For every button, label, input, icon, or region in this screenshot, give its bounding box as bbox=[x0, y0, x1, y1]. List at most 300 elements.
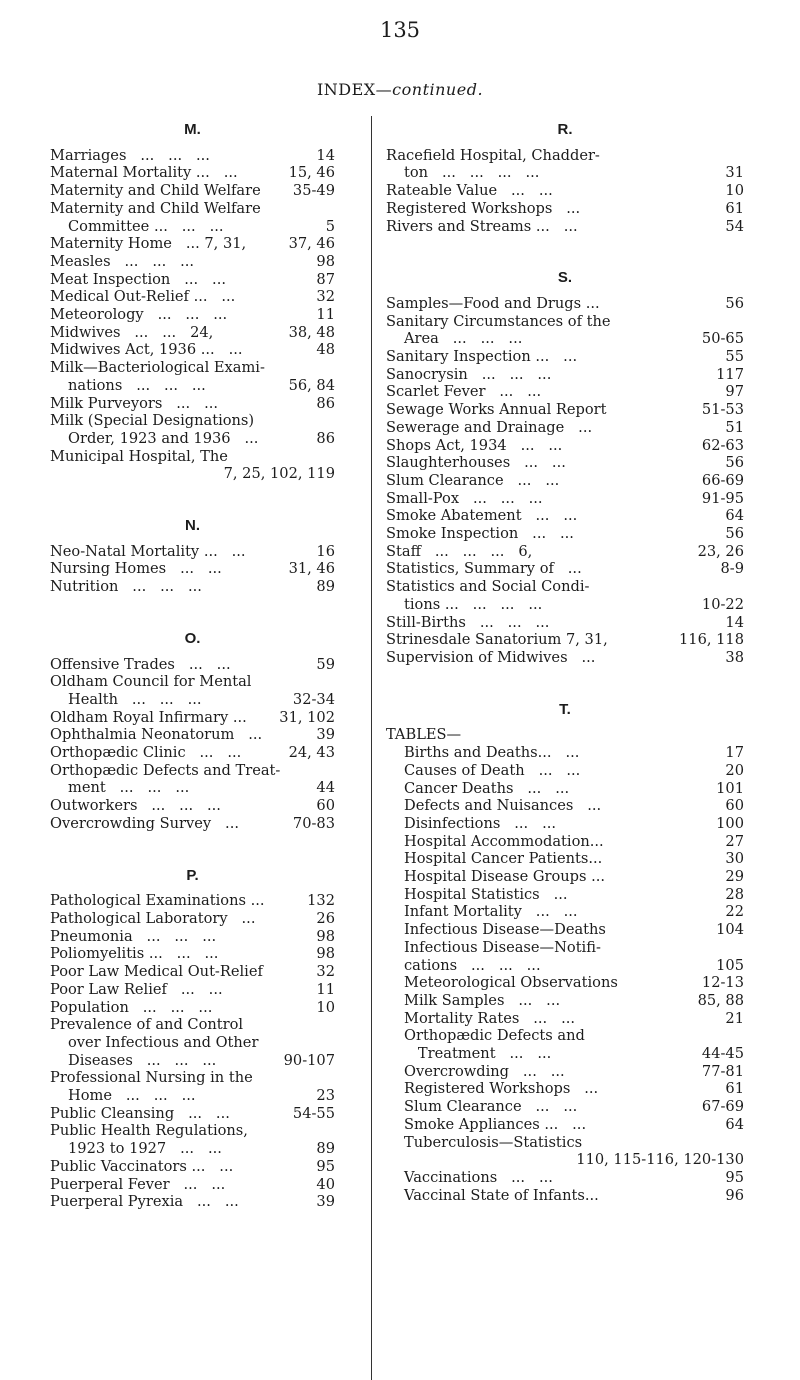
section-letter: S. bbox=[557, 269, 573, 287]
index-entry bbox=[386, 490, 744, 508]
index-entry bbox=[50, 164, 335, 182]
index-entry bbox=[50, 1140, 335, 1158]
entry-term: Order, 1923 and 1936 ... bbox=[68, 429, 259, 447]
section-letter: R. bbox=[557, 121, 573, 138]
entry-page-ref: 96 bbox=[725, 1186, 744, 1204]
entry-term: Poor Law Medical Out-Relief bbox=[50, 963, 263, 981]
entry-term: Supervision of Midwives ... bbox=[386, 648, 596, 666]
entry-term: Outworkers ... ... ... bbox=[50, 797, 221, 815]
entry-page-ref: 37, 46 bbox=[288, 235, 335, 253]
index-entry bbox=[50, 359, 335, 377]
entry-term: Smoke Abatement ... ... bbox=[386, 507, 578, 525]
index-entry bbox=[50, 1069, 335, 1087]
entry-term: Scarlet Fever ... ... bbox=[386, 383, 542, 401]
column-divider bbox=[371, 116, 372, 1380]
entry-page-ref: 77-81 bbox=[701, 1062, 744, 1080]
entry-page-ref: 64 bbox=[725, 507, 744, 525]
index-entry bbox=[386, 218, 744, 236]
entry-page-ref: 97 bbox=[725, 383, 744, 401]
entry-page-ref: 39 bbox=[316, 726, 335, 744]
entry-page-ref: 21 bbox=[725, 1009, 744, 1027]
entry-page-ref: 66-69 bbox=[701, 471, 744, 489]
entry-term: Orthopædic Defects and bbox=[404, 1027, 585, 1045]
entry-term: Milk (Special Designations) bbox=[50, 412, 255, 430]
entry-page-ref: 62-63 bbox=[701, 436, 744, 454]
entry-term: over Infectious and Other bbox=[68, 1033, 259, 1051]
entry-term: Registered Workshops ... bbox=[404, 1080, 599, 1098]
index-entry bbox=[386, 833, 744, 851]
section-letter: M. bbox=[184, 121, 201, 138]
entry-page-ref: 11 bbox=[316, 306, 335, 324]
entry-term: Sanitary Inspection ... ... bbox=[386, 348, 578, 366]
entry-term: Oldham Royal Infirmary ... bbox=[50, 708, 247, 726]
entry-term: Shops Act, 1934 ... ... bbox=[386, 436, 563, 454]
index-entry bbox=[50, 543, 335, 561]
entry-term: Public Health Regulations, bbox=[50, 1122, 248, 1140]
entry-page-ref: 30 bbox=[725, 850, 744, 868]
index-entry bbox=[386, 578, 744, 596]
index-entry bbox=[50, 1052, 335, 1070]
entry-term: Overcrowding Survey ... bbox=[50, 814, 239, 832]
entry-page-ref: 86 bbox=[316, 394, 335, 412]
entry-term: cations ... ... ... bbox=[404, 956, 541, 974]
entry-page-ref: 54-55 bbox=[292, 1104, 335, 1122]
index-entry bbox=[50, 963, 335, 981]
entry-page-ref: 7, 25, 102, 119 bbox=[223, 465, 335, 483]
entry-term: Sanocrysin ... ... ... bbox=[386, 365, 552, 383]
entry-term: Committee ... ... ... bbox=[68, 217, 224, 235]
index-entry bbox=[50, 999, 335, 1017]
index-entry bbox=[50, 815, 335, 833]
entry-term: Births and Deaths... ... bbox=[404, 744, 580, 762]
entry-page-ref: 61 bbox=[725, 199, 744, 217]
entry-term: Public Vaccinators ... ... bbox=[50, 1157, 234, 1175]
entry-term: Defects and Nuisances ... bbox=[404, 797, 602, 815]
entry-term: Samples—Food and Drugs ... bbox=[386, 294, 600, 312]
entry-page-ref: 101 bbox=[716, 779, 744, 797]
section-letter: P. bbox=[186, 866, 199, 884]
index-entry bbox=[386, 348, 744, 366]
index-entry bbox=[50, 892, 335, 910]
left-column bbox=[50, 117, 335, 1211]
entry-page-ref: 95 bbox=[316, 1157, 335, 1175]
index-entry bbox=[386, 957, 744, 975]
entry-term: Milk Purveyors ... ... bbox=[50, 394, 218, 412]
index-entry bbox=[50, 147, 335, 165]
index-heading bbox=[0, 80, 800, 99]
entry-page-ref: 10 bbox=[725, 182, 744, 200]
entry-term: Meat Inspection ... ... bbox=[50, 270, 226, 288]
index-entry bbox=[386, 614, 744, 632]
index-entry bbox=[386, 1010, 744, 1028]
index-entry bbox=[386, 631, 744, 649]
index-entry bbox=[50, 341, 335, 359]
entry-term: Disinfections ... ... bbox=[404, 814, 557, 832]
entry-term: Milk Samples ... ... bbox=[404, 991, 561, 1009]
entry-page-ref: 26 bbox=[316, 910, 335, 927]
entry-page-ref: 14 bbox=[316, 146, 335, 164]
entry-term: Meteorology ... ... ... bbox=[50, 306, 228, 324]
entry-term: Cancer Deaths ... ... bbox=[404, 779, 570, 797]
entry-page-ref: 54 bbox=[725, 217, 744, 235]
entry-term: Treatment ... ... bbox=[404, 1045, 552, 1063]
entry-page-ref: 23 bbox=[316, 1087, 335, 1105]
entry-page-ref: 89 bbox=[316, 578, 335, 596]
index-entry bbox=[386, 366, 744, 384]
entry-term: Pathological Examinations ... bbox=[50, 892, 265, 910]
entry-term: Diseases ... ... ... bbox=[68, 1051, 217, 1069]
entry-page-ref: 85, 88 bbox=[697, 991, 744, 1009]
index-entry bbox=[50, 1193, 335, 1211]
index-entry bbox=[50, 1105, 335, 1123]
entry-term: tions ... ... ... ... bbox=[404, 595, 543, 613]
entry-page-ref: 110, 115-116, 120-130 bbox=[576, 1151, 744, 1169]
index-entry bbox=[386, 921, 744, 939]
entry-term: Staff ... ... ... 6, bbox=[386, 542, 533, 560]
index-entry bbox=[50, 200, 335, 218]
entry-term: Sewerage and Drainage ... bbox=[386, 418, 593, 436]
entry-page-ref: 10 bbox=[316, 998, 335, 1016]
entry-page-ref: 116, 118 bbox=[679, 631, 744, 649]
entry-term: Maternity Home ... 7, 31, bbox=[50, 235, 247, 253]
index-entry bbox=[50, 377, 335, 395]
index-entry bbox=[50, 673, 335, 691]
entry-term: Professional Nursing in the bbox=[50, 1069, 253, 1087]
entry-term: Neo-Natal Mortality ... ... bbox=[50, 542, 246, 560]
entry-page-ref: 98 bbox=[316, 927, 335, 945]
entry-term: Meteorological Observations bbox=[404, 974, 618, 992]
entry-term: Prevalence of and Control bbox=[50, 1016, 244, 1034]
entry-page-ref: 32-34 bbox=[292, 690, 335, 708]
index-entry bbox=[50, 1158, 335, 1176]
entry-term: Rateable Value ... ... bbox=[386, 182, 553, 200]
entry-page-ref: 44 bbox=[316, 779, 335, 797]
entry-page-ref: 28 bbox=[725, 885, 744, 903]
entry-page-ref: 12-13 bbox=[701, 974, 744, 992]
entry-term: Overcrowding ... ... bbox=[404, 1062, 565, 1080]
index-entry bbox=[50, 744, 335, 762]
entry-term: Pathological Laboratory ... bbox=[50, 910, 256, 927]
tables-heading: TABLES— bbox=[386, 726, 462, 744]
index-entry bbox=[386, 815, 744, 833]
entry-page-ref: 11 bbox=[316, 980, 335, 998]
index-entry bbox=[386, 401, 744, 419]
entry-term: Orthopædic Defects and Treat- bbox=[50, 761, 281, 779]
entry-page-ref: 86 bbox=[316, 429, 335, 447]
index-entry bbox=[50, 981, 335, 999]
heading-main: INDEX— bbox=[316, 80, 393, 99]
entry-page-ref: 55 bbox=[725, 348, 744, 366]
index-entry bbox=[50, 726, 335, 744]
index-entry bbox=[50, 762, 335, 780]
index-entry bbox=[50, 910, 335, 928]
entry-term: Health ... ... ... bbox=[68, 690, 202, 708]
entry-term: Tuberculosis—Statistics bbox=[404, 1133, 583, 1151]
index-entry bbox=[386, 295, 744, 313]
index-entry bbox=[50, 306, 335, 324]
entry-term: Poor Law Relief ... ... bbox=[50, 980, 223, 998]
entry-page-ref: 24, 43 bbox=[288, 744, 335, 762]
index-entry bbox=[386, 797, 744, 815]
entry-page-ref: 51-53 bbox=[701, 401, 744, 419]
index-entry bbox=[386, 525, 744, 543]
index-entry bbox=[50, 578, 335, 596]
index-entry bbox=[386, 886, 744, 904]
index-entry bbox=[386, 939, 744, 957]
entry-page-ref: 35-49 bbox=[292, 182, 335, 200]
entry-term: Nursing Homes ... ... bbox=[50, 560, 222, 578]
index-entry bbox=[386, 164, 744, 182]
index-entry bbox=[386, 744, 744, 762]
entry-term: Hospital Accommodation... bbox=[404, 832, 604, 850]
index-entry bbox=[386, 1169, 744, 1187]
index-entry bbox=[50, 235, 335, 253]
entry-page-ref: 29 bbox=[725, 868, 744, 886]
entry-term: Strinesdale Sanatorium 7, 31, bbox=[386, 631, 608, 649]
index-entry bbox=[386, 560, 744, 578]
index-entry bbox=[50, 430, 335, 448]
index-entry bbox=[50, 448, 335, 466]
entry-page-ref: 14 bbox=[725, 613, 744, 631]
entry-term: Statistics and Social Condi- bbox=[386, 578, 590, 596]
entry-term: Home ... ... ... bbox=[68, 1087, 196, 1105]
entry-page-ref: 27 bbox=[725, 832, 744, 850]
index-entry bbox=[386, 200, 744, 218]
entry-page-ref: 16 bbox=[316, 542, 335, 560]
entry-page-ref: 22 bbox=[725, 903, 744, 921]
index-entry bbox=[50, 779, 335, 797]
entry-term: Sanitary Circumstances of the bbox=[386, 312, 611, 330]
entry-term: Hospital Cancer Patients... bbox=[404, 850, 603, 868]
entry-term: Smoke Appliances ... ... bbox=[404, 1115, 587, 1133]
entry-page-ref: 31, 46 bbox=[288, 560, 335, 578]
index-entry bbox=[386, 383, 744, 401]
right-column bbox=[386, 117, 744, 1204]
entry-page-ref: 100 bbox=[716, 814, 744, 832]
entry-page-ref: 38, 48 bbox=[288, 323, 335, 341]
entry-term: Infectious Disease—Deaths bbox=[404, 921, 606, 939]
index-entry bbox=[50, 691, 335, 709]
entry-page-ref: 67-69 bbox=[701, 1098, 744, 1116]
index-entry bbox=[386, 992, 744, 1010]
entry-page-ref: 38 bbox=[725, 648, 744, 666]
entry-term: Slum Clearance ... ... bbox=[404, 1098, 578, 1116]
entry-term: Municipal Hospital, The bbox=[50, 447, 228, 465]
page-number: 135 bbox=[379, 18, 421, 42]
index-entry bbox=[386, 596, 744, 614]
entry-term: Area ... ... ... bbox=[404, 330, 523, 348]
section-letter: T. bbox=[559, 700, 571, 718]
entry-page-ref: 39 bbox=[316, 1193, 335, 1211]
entry-page-ref: 56 bbox=[725, 525, 744, 543]
index-entry bbox=[386, 472, 744, 490]
entry-page-ref: 23, 26 bbox=[697, 542, 744, 560]
entry-page-ref: 10-22 bbox=[701, 595, 744, 613]
index-entry bbox=[50, 412, 335, 430]
section-letter: O. bbox=[184, 629, 201, 647]
entry-page-ref: 60 bbox=[725, 797, 744, 815]
entry-term: Milk—Bacteriological Exami- bbox=[50, 359, 265, 377]
entry-term: Registered Workshops ... bbox=[386, 199, 581, 217]
index-entry bbox=[386, 419, 744, 437]
entry-term: Midwives Act, 1936 ... ... bbox=[50, 341, 243, 359]
index-entry bbox=[386, 543, 744, 561]
index-entry bbox=[50, 656, 335, 674]
entry-term: Still-Births ... ... ... bbox=[386, 613, 550, 631]
entry-page-ref: 70-83 bbox=[292, 814, 335, 832]
index-entry bbox=[386, 1063, 744, 1081]
entry-term: Orthopædic Clinic ... ... bbox=[50, 744, 242, 762]
entry-term: Mortality Rates ... ... bbox=[404, 1009, 576, 1027]
entry-page-ref: 20 bbox=[725, 761, 744, 779]
entry-term: Public Cleansing ... ... bbox=[50, 1104, 230, 1122]
section-letter: N. bbox=[185, 517, 200, 535]
entry-page-ref: 56, 84 bbox=[288, 376, 335, 394]
entry-page-ref: 104 bbox=[716, 921, 744, 939]
index-entry bbox=[386, 1080, 744, 1098]
index-entry bbox=[50, 465, 335, 483]
entry-page-ref: 17 bbox=[725, 744, 744, 762]
entry-term: Oldham Council for Mental bbox=[50, 673, 252, 691]
entry-term: Marriages ... ... ... bbox=[50, 146, 210, 164]
index-entry bbox=[386, 868, 744, 886]
index-entry bbox=[50, 218, 335, 236]
entry-page-ref: 98 bbox=[316, 945, 335, 963]
index-entry bbox=[386, 437, 744, 455]
index-entry bbox=[386, 507, 744, 525]
entry-term: Puerperal Pyrexia ... ... bbox=[50, 1193, 239, 1211]
entry-term: 1923 to 1927 ... ... bbox=[68, 1140, 222, 1158]
entry-term: Infant Mortality ... ... bbox=[404, 903, 578, 921]
index-entry bbox=[50, 253, 335, 271]
index-entry bbox=[50, 395, 335, 413]
index-entry bbox=[50, 288, 335, 306]
entry-term: Maternity and Child Welfare bbox=[50, 182, 261, 200]
entry-page-ref: 105 bbox=[716, 956, 744, 974]
index-entry bbox=[50, 1176, 335, 1194]
entry-page-ref: 132 bbox=[307, 892, 335, 910]
entry-page-ref: 15, 46 bbox=[288, 164, 335, 182]
index-entry bbox=[386, 313, 744, 331]
entry-page-ref: 44-45 bbox=[701, 1045, 744, 1063]
entry-term: Statistics, Summary of ... bbox=[386, 560, 582, 578]
entry-page-ref: 32 bbox=[316, 288, 335, 306]
entry-page-ref: 117 bbox=[716, 365, 744, 383]
entry-term: Infectious Disease—Notifi- bbox=[404, 938, 601, 956]
index-entry bbox=[386, 454, 744, 472]
entry-page-ref: 90-107 bbox=[283, 1051, 335, 1069]
entry-page-ref: 31, 102 bbox=[279, 708, 335, 726]
index-entry bbox=[386, 1187, 744, 1205]
entry-term: Vaccinations ... ... bbox=[404, 1168, 553, 1186]
index-entry bbox=[386, 1151, 744, 1169]
index-entry bbox=[50, 271, 335, 289]
index-entry bbox=[386, 780, 744, 798]
entry-term: Hospital Disease Groups ... bbox=[404, 868, 606, 886]
entry-term: Offensive Trades ... ... bbox=[50, 655, 231, 673]
index-entry bbox=[50, 182, 335, 200]
index-entry bbox=[50, 1087, 335, 1105]
index-entry bbox=[50, 928, 335, 946]
index-entry bbox=[50, 945, 335, 963]
index-entry bbox=[386, 182, 744, 200]
heading-continued: continued. bbox=[392, 80, 484, 99]
entry-term: Poliomyelitis ... ... ... bbox=[50, 945, 219, 963]
index-entry bbox=[386, 974, 744, 992]
entry-term: Nutrition ... ... ... bbox=[50, 578, 202, 596]
entry-term: Small-Pox ... ... ... bbox=[386, 489, 543, 507]
entry-term: Slum Clearance ... ... bbox=[386, 471, 560, 489]
entry-page-ref: 5 bbox=[325, 217, 335, 235]
entry-page-ref: 89 bbox=[316, 1140, 335, 1158]
index-entry bbox=[386, 762, 744, 780]
entry-term: Sewage Works Annual Report bbox=[386, 401, 607, 419]
index-entry bbox=[386, 903, 744, 921]
entry-term: Rivers and Streams ... ... bbox=[386, 217, 578, 235]
entry-page-ref: 61 bbox=[725, 1080, 744, 1098]
index-entry bbox=[386, 1116, 744, 1134]
entry-page-ref: 56 bbox=[725, 294, 744, 312]
index-entry bbox=[386, 1045, 744, 1063]
entry-term: Racefield Hospital, Chadder- bbox=[386, 146, 600, 164]
index-entry bbox=[50, 709, 335, 727]
entry-term: Vaccinal State of Infants... bbox=[404, 1186, 599, 1204]
index-entry bbox=[386, 649, 744, 667]
entry-page-ref: 95 bbox=[725, 1168, 744, 1186]
index-entry bbox=[386, 1027, 744, 1045]
index-entry bbox=[386, 850, 744, 868]
entry-page-ref: 56 bbox=[725, 454, 744, 472]
index-entry bbox=[50, 797, 335, 815]
entry-term: Hospital Statistics ... bbox=[404, 885, 568, 903]
entry-term: Population ... ... ... bbox=[50, 998, 213, 1016]
index-entry bbox=[50, 1016, 335, 1034]
entry-page-ref: 40 bbox=[316, 1175, 335, 1193]
entry-page-ref: 60 bbox=[316, 797, 335, 815]
entry-page-ref: 32 bbox=[316, 963, 335, 981]
entry-page-ref: 8-9 bbox=[720, 560, 744, 578]
entry-term: ton ... ... ... ... bbox=[404, 164, 540, 182]
entry-page-ref: 51 bbox=[725, 418, 744, 436]
entry-term: Puerperal Fever ... ... bbox=[50, 1175, 226, 1193]
entry-page-ref: 91-95 bbox=[701, 489, 744, 507]
index-entry bbox=[386, 1098, 744, 1116]
entry-term: Pneumonia ... ... ... bbox=[50, 927, 217, 945]
entry-term: Midwives ... ... 24, bbox=[50, 323, 214, 341]
entry-term: Slaughterhouses ... ... bbox=[386, 454, 566, 472]
index-entry bbox=[50, 1122, 335, 1140]
entry-page-ref: 48 bbox=[316, 341, 335, 359]
entry-term: Maternity and Child Welfare bbox=[50, 199, 261, 217]
entry-page-ref: 98 bbox=[316, 252, 335, 270]
entry-term: Ophthalmia Neonatorum ... bbox=[50, 726, 263, 744]
entry-term: Measles ... ... ... bbox=[50, 252, 195, 270]
entry-term: ment ... ... ... bbox=[68, 779, 190, 797]
entry-page-ref: 50-65 bbox=[701, 330, 744, 348]
index-entry bbox=[386, 330, 744, 348]
entry-page-ref: 59 bbox=[316, 655, 335, 673]
entry-page-ref: 31 bbox=[725, 164, 744, 182]
entry-term: Medical Out-Relief ... ... bbox=[50, 288, 236, 306]
entry-term: Causes of Death ... ... bbox=[404, 761, 581, 779]
entry-term: nations ... ... ... bbox=[68, 376, 206, 394]
index-entry bbox=[386, 147, 744, 165]
index-entry bbox=[50, 324, 335, 342]
entry-term: Maternal Mortality ... ... bbox=[50, 164, 238, 182]
entry-page-ref: 87 bbox=[316, 270, 335, 288]
index-entry bbox=[386, 1134, 744, 1152]
index-entry bbox=[50, 1034, 335, 1052]
